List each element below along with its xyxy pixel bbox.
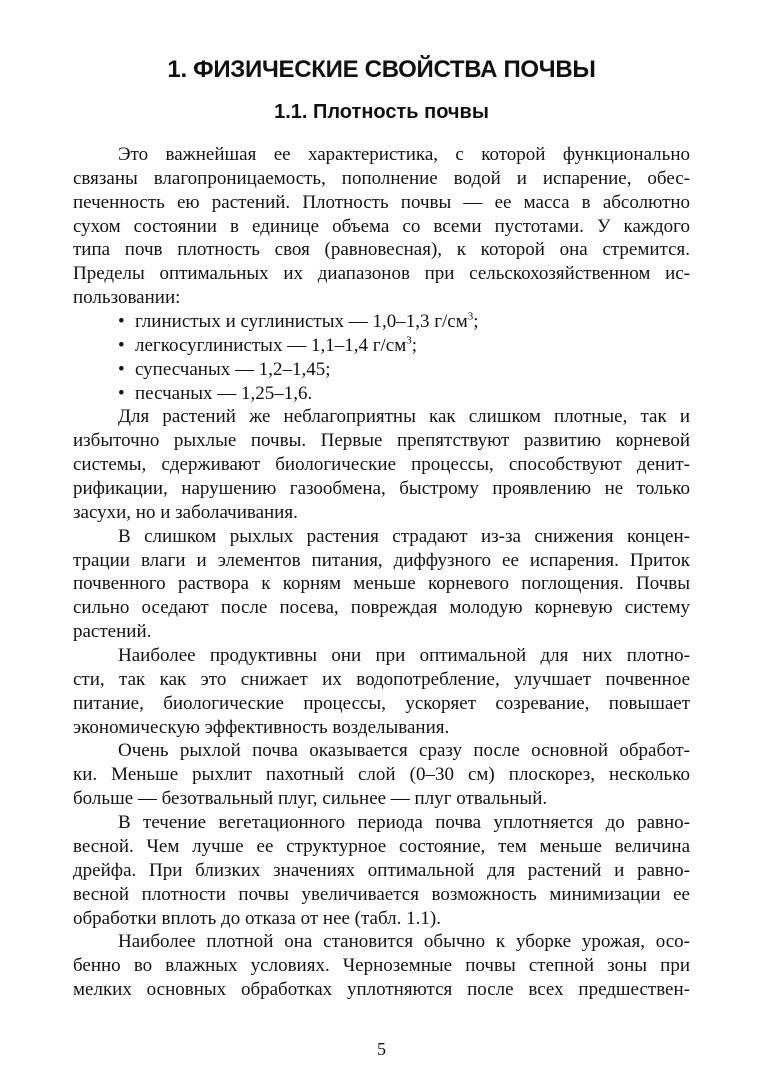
text-line: сти, так как это снижает их водопотребление, улучшает почвенное — [73, 668, 690, 690]
body-text — [73, 143, 690, 1002]
text-line: ки. Меньше рыхлит пахотный слой (0–30 см) плоскорез, несколько — [73, 764, 690, 786]
bullet-icon: • — [118, 382, 125, 404]
bullet-icon: • — [118, 311, 125, 333]
paragraph — [73, 811, 690, 930]
text-line: Пределы оптимальных их диапазонов при сельскохозяйственном ис- — [73, 263, 690, 285]
text-line: Очень рыхлой почва оказывается сразу после основной обработ- — [118, 740, 690, 762]
text-line: обработки вплоть до отказа от нее (табл. 1.1). — [73, 907, 441, 929]
superscript: 3 — [406, 334, 412, 347]
bullet-icon: • — [118, 334, 125, 356]
punctuation: ; — [473, 311, 479, 333]
text-line: больше — безотвальный плуг, сильнее — плуг отвальный. — [73, 788, 548, 810]
text-line: сильно оседают после посева, повреждая молодую корневую систему — [73, 597, 690, 619]
text-line: Для растений же неблагоприятны как слишком плотные, так и — [118, 406, 690, 428]
list-item-text: глинистых и суглинистых — 1,0–1,3 г/см — [135, 311, 468, 333]
paragraph — [73, 930, 690, 1002]
text-line: Наиболее плотной она становится обычно к уборке урожая, осо- — [118, 931, 690, 953]
text-line: весной плотности почвы увеличивается возможность минимизации ее — [73, 883, 690, 905]
bullet-list — [73, 310, 690, 405]
list-item-text: супесчаных — 1,2–1,45; — [135, 358, 331, 380]
text-line: типа почв плотность своя (равновесная), к которой она стремится. — [73, 239, 690, 261]
list-item-text: легкосуглинистых — 1,1–1,4 г/см — [135, 334, 407, 356]
text-line: системы, сдерживают биологические процессы, способствуют денит- — [73, 454, 690, 476]
list-item — [73, 382, 690, 406]
text-line: В течение вегетационного периода почва уплотняется до равно- — [118, 812, 690, 834]
text-line: засухи, но и заболачивания. — [73, 501, 298, 523]
text-line: сухом состоянии в единице объема со всеми пустотами. У каждого — [73, 215, 690, 237]
text-line: весной. Чем лучше ее структурное состояние, тем меньше величина — [73, 835, 690, 857]
text-line: бенно во влажных условиях. Черноземные почвы степной зоны при — [73, 955, 690, 977]
paragraph — [73, 143, 690, 310]
page-number: 5 — [377, 1039, 386, 1059]
paragraph — [73, 525, 690, 644]
list-item — [73, 310, 690, 334]
superscript: 3 — [467, 310, 474, 323]
list-item-text: песчаных — 1,25–1,6. — [135, 382, 313, 404]
chapter-title: 1. ФИЗИЧЕСКИЕ СВОЙСТВА ПОЧВЫ — [167, 56, 596, 83]
text-line: печенность ею растений. Плотность почвы — ее масса в абсолютно — [73, 191, 690, 213]
paragraph — [73, 644, 690, 739]
list-item — [73, 334, 690, 358]
paragraph — [73, 739, 690, 811]
text-line: избыточно рыхлые почвы. Первые препятствуют развитию корневой — [73, 430, 690, 452]
bullet-icon: • — [118, 358, 125, 380]
text-line: связаны влагопроницаемость, пополнение водой и испарение, обес- — [73, 167, 690, 189]
list-item — [73, 358, 690, 382]
text-line: экономическую эффективность возделывания. — [73, 716, 450, 738]
text-line: трации влаги и элементов питания, диффузного ее испарения. Приток — [73, 549, 690, 571]
paragraph — [73, 405, 690, 524]
text-line: Наиболее продуктивны они при оптимальной для них плотно- — [118, 645, 690, 667]
text-line: Это важнейшая ее характеристика, с которой функционально — [118, 144, 690, 165]
text-line: почвенного раствора к корням меньше корневого поглощения. Почвы — [73, 573, 690, 595]
text-line: пользовании: — [73, 287, 181, 309]
text-line: дрейфа. При близких значениях оптимальной для растений и равно- — [73, 859, 690, 881]
text-line: В слишком рыхлых растения страдают из-за снижения концен- — [118, 525, 690, 547]
text-line: мелких основных обработках уплотняются после всех предшествен- — [73, 979, 690, 1001]
section-title: 1.1. Плотность почвы — [274, 101, 489, 123]
text-line: питание, биологические процессы, ускоряет созревание, повышает — [73, 692, 690, 714]
text-line: растений. — [73, 621, 152, 643]
punctuation: ; — [411, 334, 418, 356]
text-line: рификации, нарушению газообмена, быстрому проявлению не только — [73, 478, 690, 500]
